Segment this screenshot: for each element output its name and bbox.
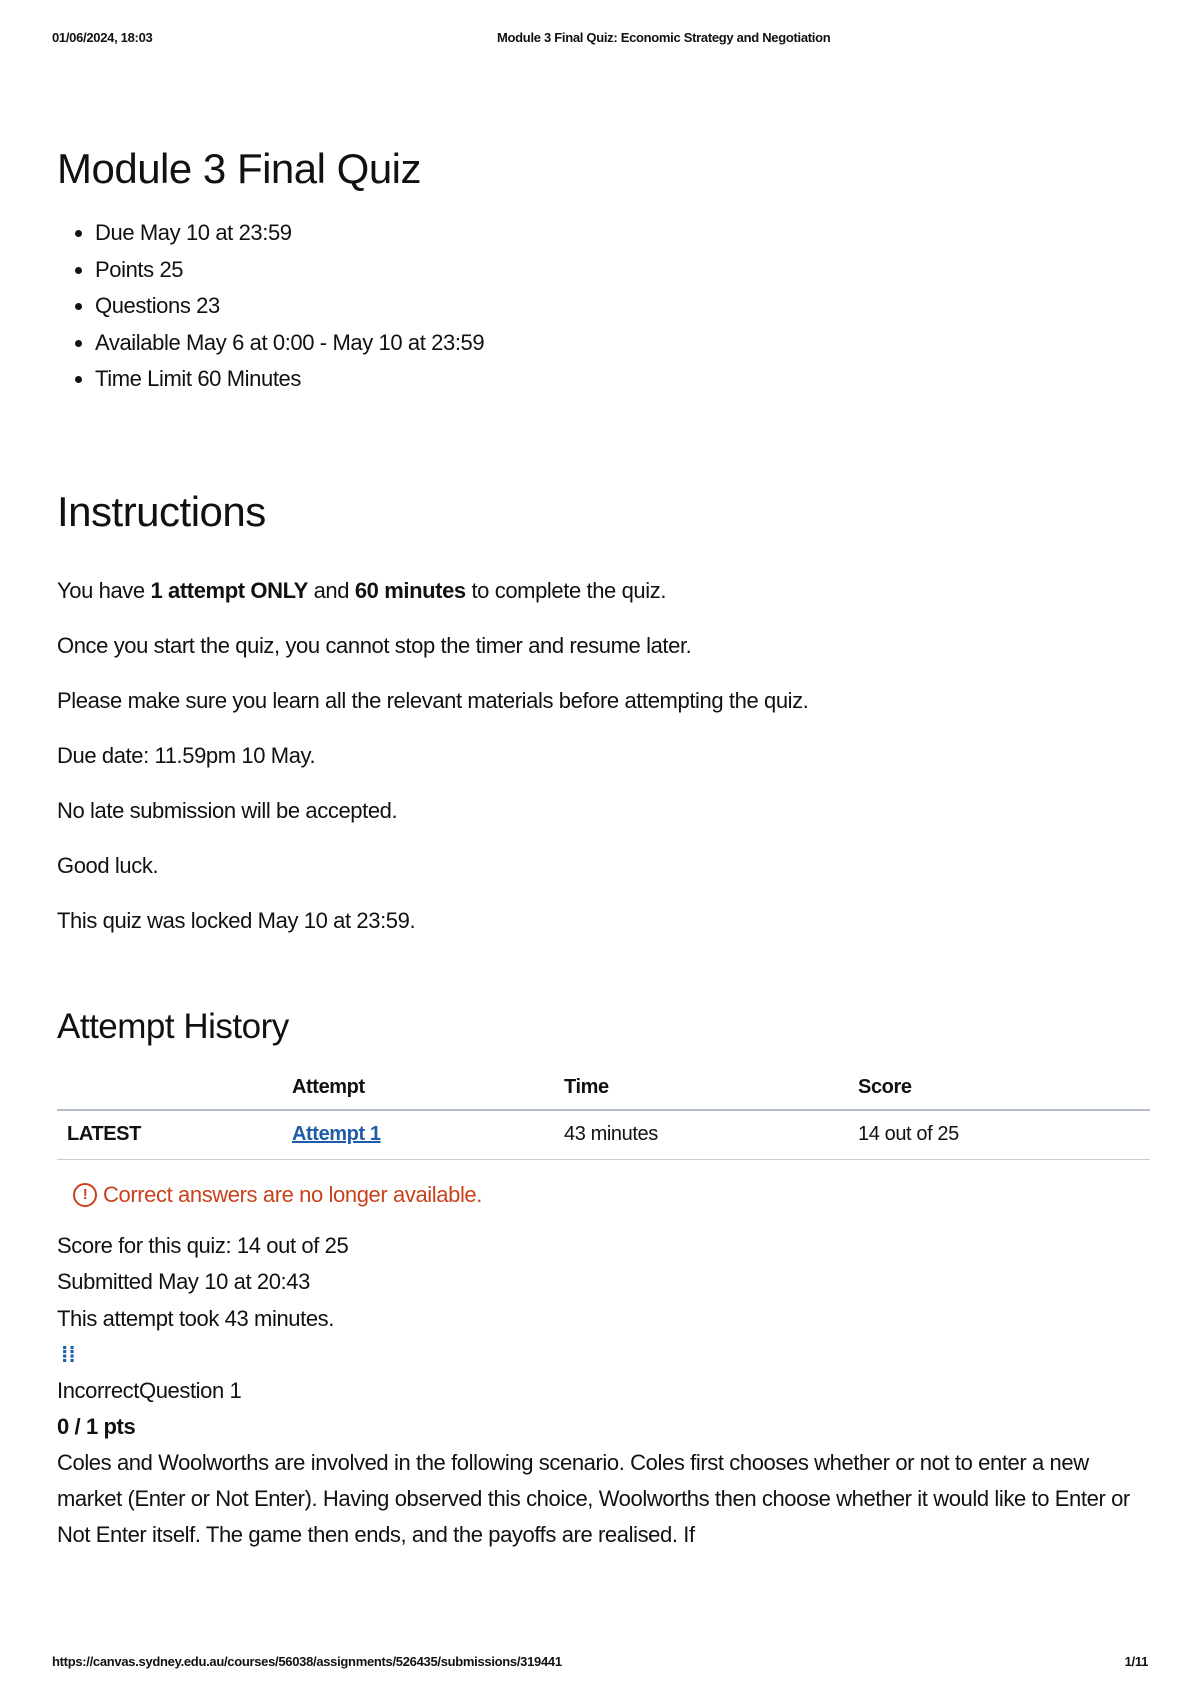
- question-1: [57, 1373, 1147, 1553]
- meta-points: • Points 25: [95, 252, 1147, 289]
- print-datetime: 01/06/2024, 18:03: [52, 30, 153, 45]
- drag-handle-icon[interactable]: ⁞⁞: [61, 1342, 76, 1367]
- instruction-attempts: [57, 576, 1147, 605]
- instruction-text: You have: [57, 577, 151, 603]
- meta-available: • Available May 6 at 0:00 - May 10 at 23:59: [95, 325, 1147, 362]
- attempt-time: 43 minutes: [564, 1110, 858, 1160]
- question-text: Coles and Woolworths are involved in the following scenario. Coles first chooses whether or not to enter a new market (Enter or Not Enter). Having observed this choice, Woolworths then choose whether it would like to Enter or Not Enter itself. The game then ends, and the payoffs are realised. If: [57, 1450, 1130, 1547]
- print-title: Module 3 Final Quiz: Economic Strategy and Negotiation: [497, 30, 831, 45]
- instruction-locked: This quiz was locked May 10 at 23:59.: [57, 907, 416, 933]
- instruction-late: No late submission will be accepted.: [57, 797, 398, 823]
- attempt-duration: This attempt took 43 minutes.: [57, 1305, 334, 1331]
- instruction-text: to complete the quiz.: [465, 577, 667, 603]
- attempt-history-table: [57, 1067, 1150, 1160]
- attempt-limit-text: 1 attempt ONLY: [150, 577, 308, 603]
- quiz-content: [57, 145, 1147, 1553]
- instruction-good-luck: Good luck.: [57, 852, 159, 878]
- print-url: https://canvas.sydney.edu.au/courses/56038/assignments/526435/submissions/319441: [52, 1654, 562, 1669]
- meta-due: • Due May 10 at 23:59: [95, 215, 1147, 252]
- question-label: Question 1: [138, 1378, 242, 1403]
- instructions-heading: Instructions: [57, 487, 266, 535]
- quiz-title: Module 3 Final Quiz: [57, 145, 422, 192]
- table-row: [57, 1110, 1150, 1160]
- print-header: [52, 30, 1148, 50]
- column-header-label: [57, 1067, 292, 1110]
- instruction-materials: Please make sure you learn all the relevant materials before attempting the quiz.: [57, 687, 809, 713]
- quiz-score: Score for this quiz: 14 out of 25: [57, 1232, 349, 1258]
- correct-answers-notice: [73, 1182, 1147, 1208]
- print-footer: [52, 1654, 1148, 1674]
- question-points: 0 / 1 pts: [57, 1414, 136, 1439]
- attempt-score: 14 out of 25: [858, 1110, 1150, 1160]
- submitted-time: Submitted May 10 at 20:43: [57, 1269, 310, 1294]
- quiz-meta-list: [57, 215, 1147, 398]
- instruction-timer: Once you start the quiz, you cannot stop the timer and resume later.: [57, 632, 692, 658]
- meta-questions: • Questions 23: [95, 288, 1147, 325]
- time-limit-text: 60 minutes: [354, 577, 466, 603]
- meta-time-limit: • Time Limit 60 Minutes: [95, 361, 1147, 398]
- exclamation-circle-icon: !: [73, 1183, 97, 1207]
- instruction-due-date: Due date: 11.59pm 10 May.: [57, 742, 316, 768]
- attempt-1-link[interactable]: Attempt 1: [292, 1123, 381, 1145]
- column-header-time: Time: [564, 1067, 858, 1110]
- column-header-score: Score: [858, 1067, 1150, 1110]
- instructions-body: [57, 576, 1147, 935]
- page-number: 1/11: [1124, 1654, 1148, 1669]
- attempt-cell: [292, 1110, 564, 1160]
- instruction-text: and: [307, 577, 355, 603]
- notice-text: Correct answers are no longer available.: [103, 1181, 482, 1207]
- attempt-summary: [57, 1228, 1147, 1338]
- question-status: Incorrect: [57, 1378, 139, 1403]
- table-header-row: [57, 1067, 1150, 1110]
- attempt-history-heading: Attempt History: [57, 1006, 289, 1046]
- column-header-attempt: Attempt: [292, 1067, 564, 1110]
- question-header: [57, 1373, 1147, 1409]
- latest-label: LATEST: [57, 1110, 292, 1160]
